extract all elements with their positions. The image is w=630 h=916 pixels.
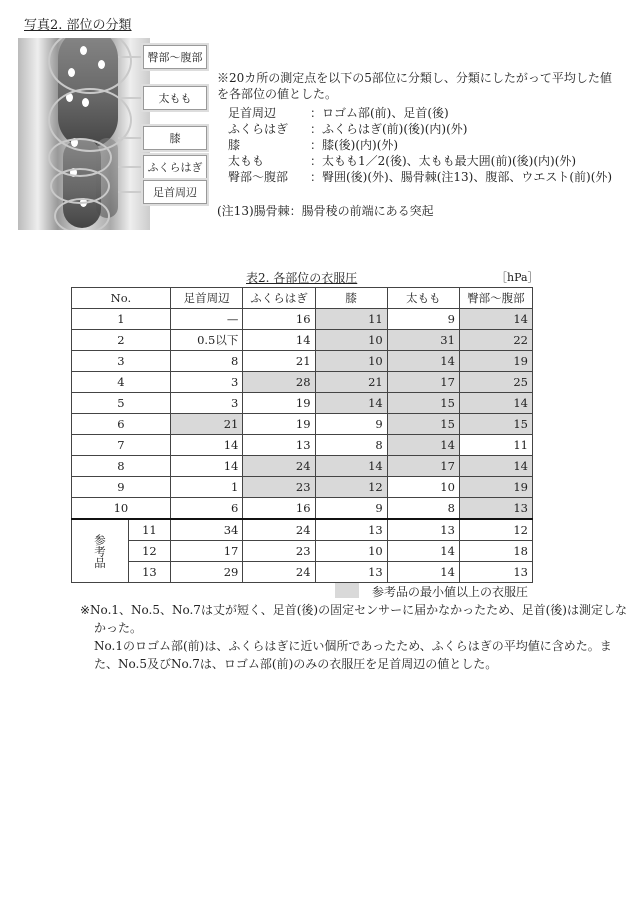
pressure-cell: 13 <box>459 498 532 520</box>
pressure-cell: 13 <box>315 562 387 583</box>
pressure-cell: 17 <box>387 372 459 393</box>
pressure-cell: 12 <box>315 477 387 498</box>
pressure-cell: 21 <box>243 351 315 372</box>
pressure-cell: 11 <box>315 309 387 330</box>
pressure-cell: 29 <box>170 562 243 583</box>
pressure-cell: 14 <box>459 393 532 414</box>
pressure-cell: 17 <box>170 541 243 562</box>
pressure-cell: 22 <box>459 330 532 351</box>
pressure-cell: 8 <box>315 435 387 456</box>
footer-note-1: ※No.1、No.5、No.7は丈が短く、足首(後)の固定センサーに届かなかったため、足首(後)は測定しなかった。 <box>80 603 627 635</box>
pressure-cell: 14 <box>387 541 459 562</box>
pressure-cell: 28 <box>243 372 315 393</box>
part-name: 足首周辺 <box>228 106 277 120</box>
part-points: ：ふくらはぎ(前)(後)(内)(外) <box>310 122 468 136</box>
leg-photo <box>18 38 150 230</box>
pressure-cell: 17 <box>387 456 459 477</box>
row-number: 8 <box>72 456 171 477</box>
pressure-cell: 13 <box>315 519 387 541</box>
table-row <box>72 309 533 330</box>
column-header: 膝 <box>315 288 387 309</box>
table-row <box>72 498 533 520</box>
classification-intro: ※20カ所の測定点を以下の5部位に分類し、分類にしたがって平均した値を各部位の値とした。 <box>217 71 612 101</box>
pressure-cell: 10 <box>315 541 387 562</box>
pressure-cell: 19 <box>243 393 315 414</box>
arrow-icon <box>118 191 142 193</box>
column-header: ふくらはぎ <box>243 288 315 309</box>
row-number: 4 <box>72 372 171 393</box>
pressure-cell: — <box>170 309 243 330</box>
row-number: 6 <box>72 414 171 435</box>
table-row <box>72 351 533 372</box>
pressure-cell: 14 <box>387 562 459 583</box>
pressure-cell: 18 <box>459 541 532 562</box>
pressure-cell: 24 <box>243 562 315 583</box>
part-name: ふくらはぎ <box>228 122 289 136</box>
part-name: 太もも <box>228 154 265 168</box>
reference-label: 参考品 <box>72 519 129 583</box>
arrow-icon <box>118 97 142 99</box>
label-ankle: 足首周辺 <box>143 180 207 204</box>
part-name: 臀部〜腹部 <box>228 170 289 184</box>
row-number: 13 <box>129 562 171 583</box>
pressure-cell: 0.5以下 <box>170 330 243 351</box>
footnote: (注13)腸骨棘：腸骨稜の前端にある突起 <box>217 204 434 218</box>
table-row <box>72 435 533 456</box>
pressure-cell: 3 <box>170 393 243 414</box>
table-unit: ［hPa］ <box>496 271 539 284</box>
pressure-cell: 8 <box>170 351 243 372</box>
reference-row <box>72 562 533 583</box>
part-points: ：臀囲(後)(外)、腸骨棘(注13)、腹部、ウエスト(前)(外) <box>310 170 613 184</box>
pressure-cell: 14 <box>387 435 459 456</box>
legend-label: 参考品の最小値以上の衣服圧 <box>372 585 529 599</box>
column-header: 足首周辺 <box>170 288 243 309</box>
pressure-cell: 21 <box>315 372 387 393</box>
pressure-cell: 8 <box>387 498 459 520</box>
photo-caption: 写真2. 部位の分類 <box>24 18 132 33</box>
table-row <box>72 393 533 414</box>
pressure-cell: 16 <box>243 498 315 520</box>
pressure-cell: 10 <box>387 477 459 498</box>
table-row <box>72 372 533 393</box>
label-hip: 臀部〜腹部 <box>143 45 207 69</box>
pressure-cell: 1 <box>170 477 243 498</box>
table-title: 表2. 各部位の衣服圧 <box>246 271 358 285</box>
label-knee: 膝 <box>143 126 207 150</box>
pressure-cell: 19 <box>459 351 532 372</box>
column-header: No. <box>72 288 171 309</box>
pressure-cell: 10 <box>315 351 387 372</box>
row-number: 11 <box>129 519 171 541</box>
pressure-cell: 14 <box>459 456 532 477</box>
pressure-cell: 34 <box>170 519 243 541</box>
pressure-cell: 24 <box>243 456 315 477</box>
pressure-cell: 12 <box>459 519 532 541</box>
pressure-cell: 13 <box>387 519 459 541</box>
pressure-cell: 14 <box>387 351 459 372</box>
pressure-cell: 14 <box>243 330 315 351</box>
label-calf: ふくらはぎ <box>143 155 207 179</box>
label-thigh: 太もも <box>143 86 207 110</box>
pressure-cell: 21 <box>170 414 243 435</box>
row-number: 9 <box>72 477 171 498</box>
pressure-cell: 14 <box>459 309 532 330</box>
pressure-cell: 19 <box>459 477 532 498</box>
arrow-icon <box>118 166 142 168</box>
footer-note-2: No.1のロゴム部(前)は、ふくらはぎに近い個所であったため、ふくらはぎの平均値に含めた。また、No.5及びNo.7は、ロゴム部(前)のみの衣服圧を足首周辺の値とした。 <box>94 639 612 671</box>
pressure-cell: 23 <box>243 477 315 498</box>
table-row <box>72 414 533 435</box>
part-points: ：ロゴム部(前)、足首(後) <box>310 106 449 120</box>
legend-swatch <box>335 583 359 598</box>
pressure-cell: 23 <box>243 541 315 562</box>
part-points: ：膝(後)(内)(外) <box>310 138 399 152</box>
reference-row <box>72 519 533 541</box>
pressure-cell: 15 <box>459 414 532 435</box>
row-number: 10 <box>72 498 171 520</box>
pressure-cell: 15 <box>387 414 459 435</box>
table-row <box>72 330 533 351</box>
pressure-cell: 10 <box>315 330 387 351</box>
row-number: 7 <box>72 435 171 456</box>
row-number: 1 <box>72 309 171 330</box>
reference-row <box>72 541 533 562</box>
pressure-cell: 13 <box>243 435 315 456</box>
pressure-cell: 14 <box>170 435 243 456</box>
column-header: 太もも <box>387 288 459 309</box>
arrow-icon <box>118 137 142 139</box>
pressure-cell: 9 <box>387 309 459 330</box>
pressure-cell: 19 <box>243 414 315 435</box>
pressure-cell: 14 <box>315 393 387 414</box>
pressure-table <box>71 287 533 583</box>
part-points: ：太もも1／2(後)、太もも最大囲(前)(後)(内)(外) <box>310 154 577 168</box>
table-row <box>72 477 533 498</box>
pressure-cell: 3 <box>170 372 243 393</box>
pressure-cell: 25 <box>459 372 532 393</box>
pressure-cell: 14 <box>170 456 243 477</box>
arrow-icon <box>118 56 142 58</box>
row-number: 3 <box>72 351 171 372</box>
pressure-cell: 16 <box>243 309 315 330</box>
row-number: 12 <box>129 541 171 562</box>
row-number: 5 <box>72 393 171 414</box>
pressure-cell: 24 <box>243 519 315 541</box>
pressure-cell: 13 <box>459 562 532 583</box>
pressure-cell: 9 <box>315 414 387 435</box>
table-row <box>72 456 533 477</box>
pressure-cell: 9 <box>315 498 387 520</box>
column-header: 臀部〜腹部 <box>459 288 532 309</box>
pressure-cell: 6 <box>170 498 243 520</box>
row-number: 2 <box>72 330 171 351</box>
part-name: 膝 <box>228 138 241 152</box>
pressure-cell: 11 <box>459 435 532 456</box>
pressure-cell: 31 <box>387 330 459 351</box>
pressure-cell: 15 <box>387 393 459 414</box>
pressure-cell: 14 <box>315 456 387 477</box>
